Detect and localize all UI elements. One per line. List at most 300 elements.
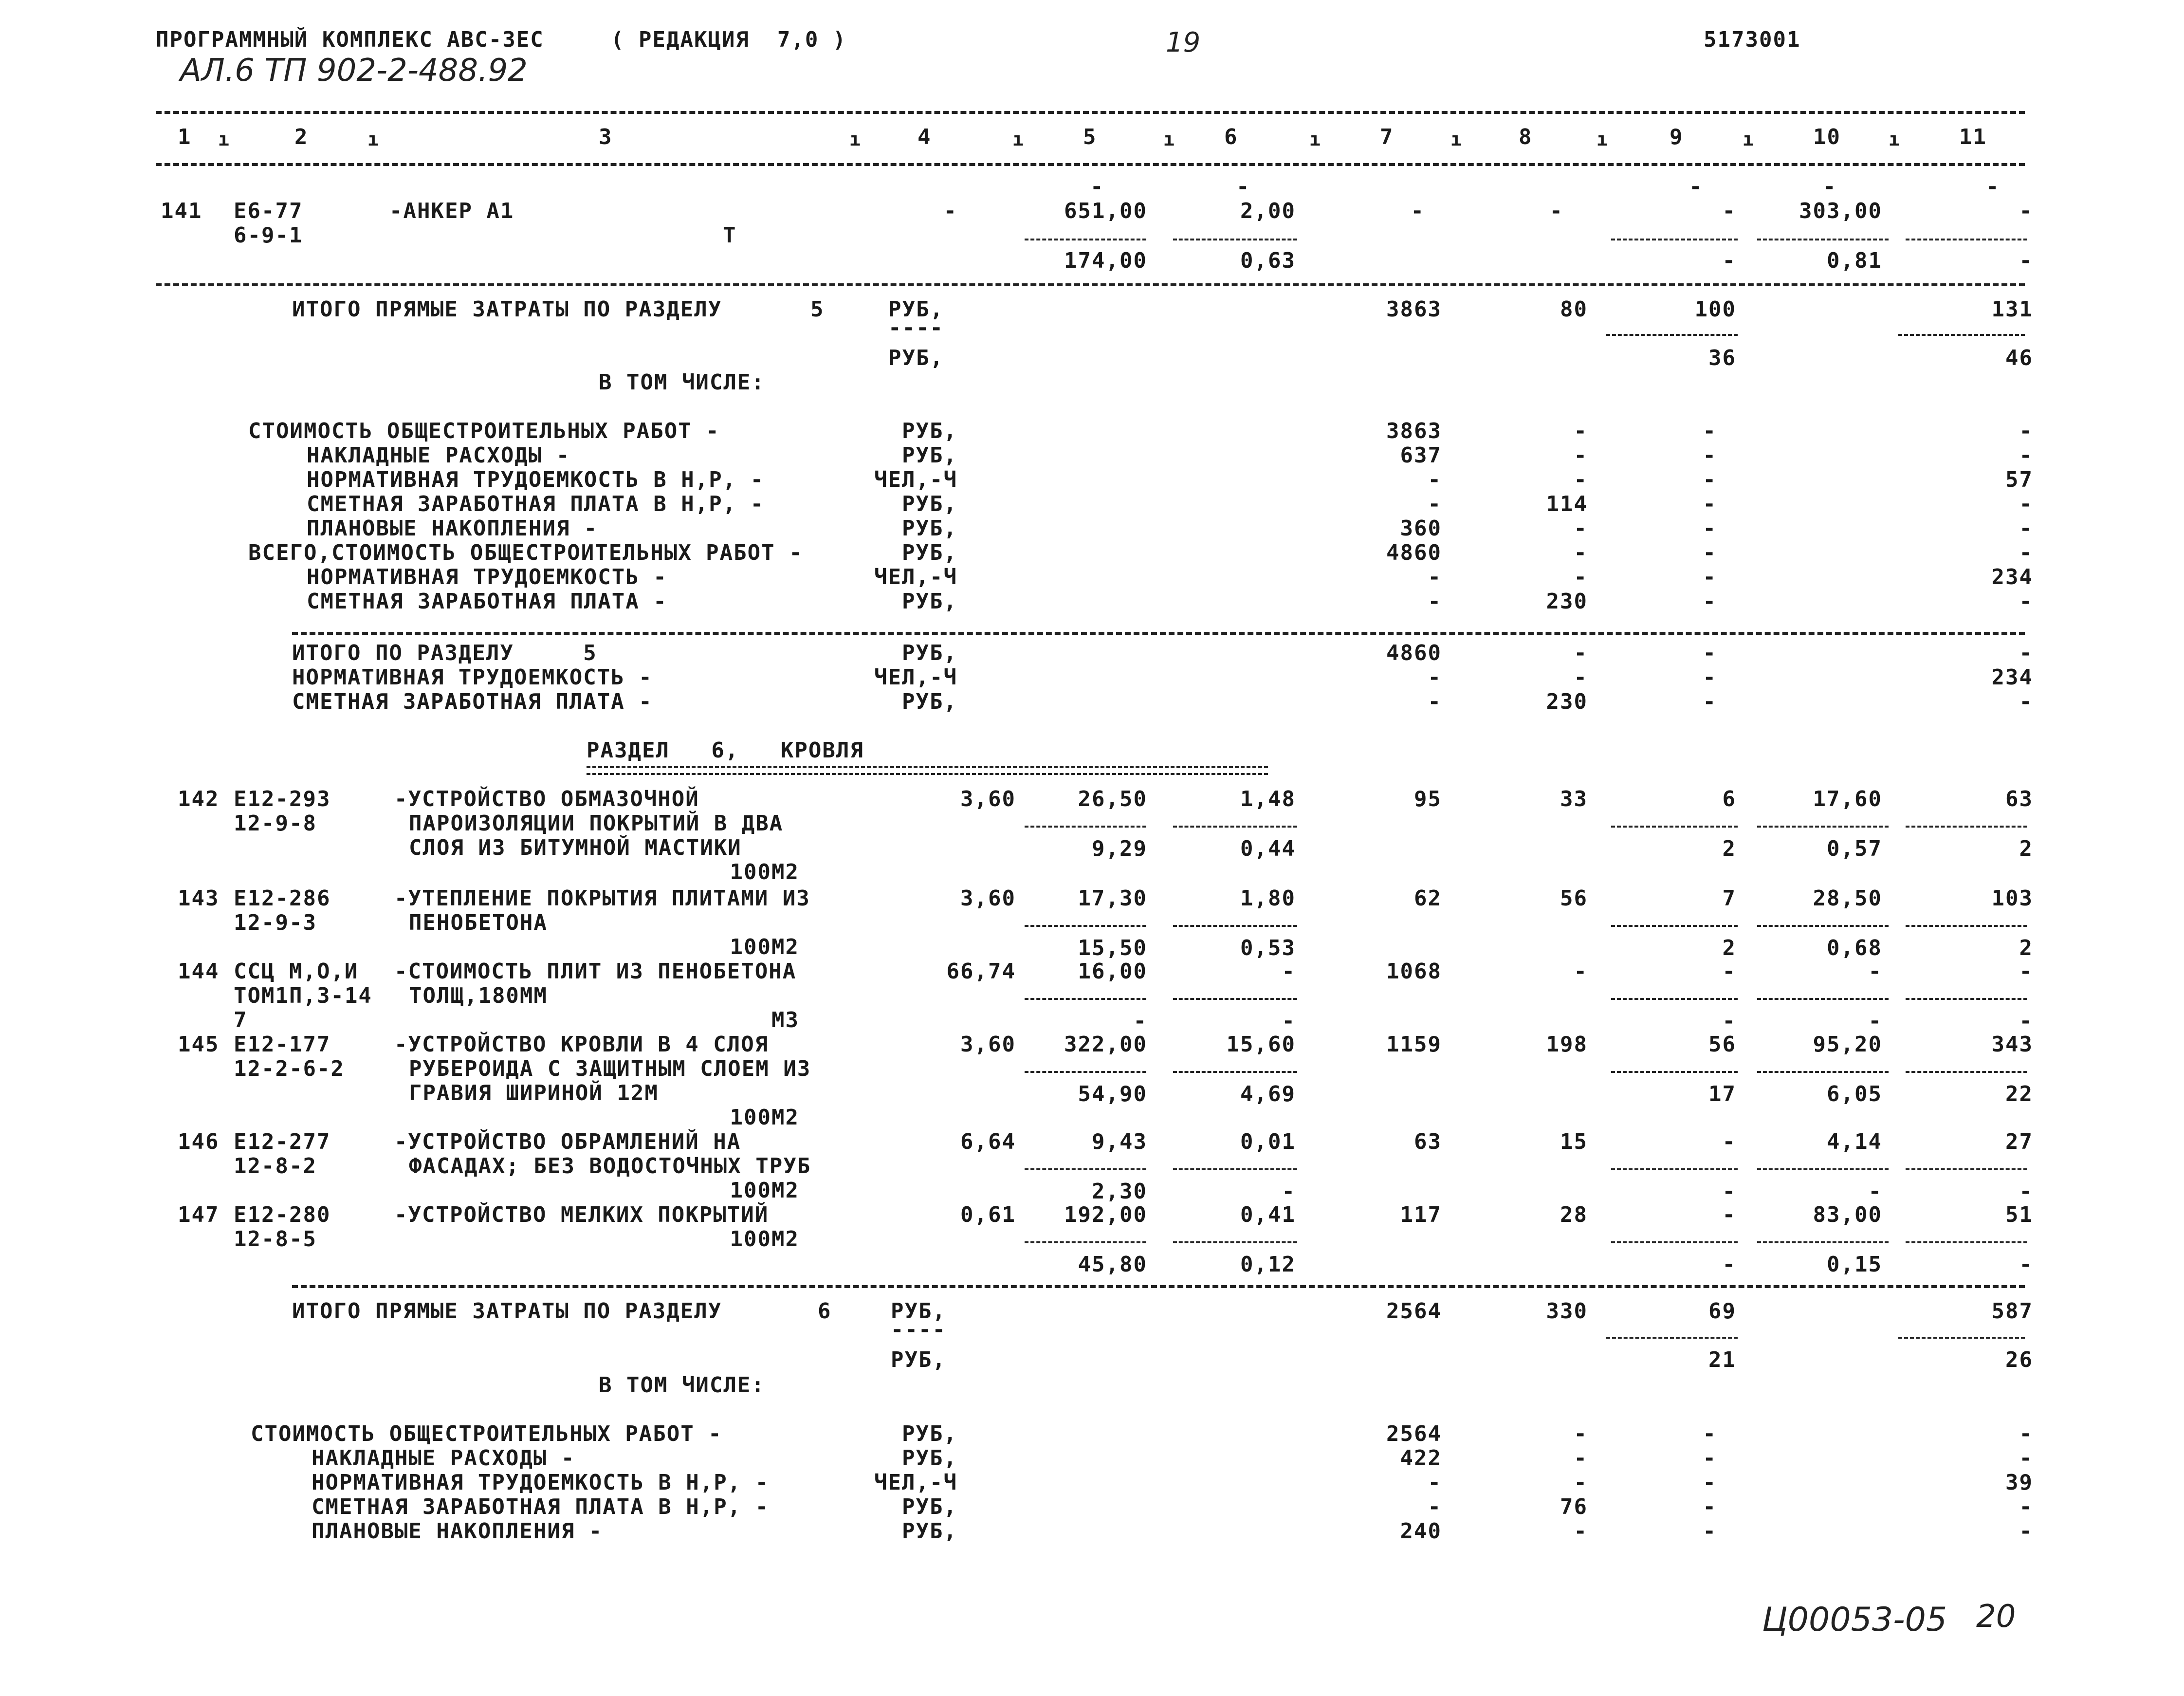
summary-c11: 234 [1991,565,2033,590]
item-code: Е12-177 [234,1032,331,1057]
item-code: ССЦ М,О,И [234,959,359,984]
item-141-c5b: 174,00 [1064,248,1147,273]
s6-c9a: 69 [1708,1299,1736,1324]
item-c6a: 15,60 [1226,1032,1296,1057]
summary-c11: - [2019,419,2033,443]
item-subrow-separator [1173,925,1297,927]
item-number: 147 [178,1202,220,1227]
summary-c9: - [1703,565,1717,590]
item-subrow-separator [1173,1168,1297,1170]
item-subrow-separator [1611,1071,1738,1073]
item-141-sep-c10 [1757,239,1889,240]
item-subrow-separator [1611,1241,1738,1243]
item-code-2: 12-9-3 [234,910,317,935]
item-code-3: 7 [234,1008,248,1032]
item-c9a: - [1722,959,1736,984]
summary-c9: - [1703,641,1717,665]
page-number: 19 [1166,27,1201,58]
item-c5a: 16,00 [1078,959,1147,984]
summary-unit: РУБ, [902,516,957,541]
s5-sep-c9 [1606,334,1738,336]
s5-final-rule [292,632,2025,635]
item-code: Е12-286 [234,886,331,911]
summary-unit: РУБ, [902,540,957,565]
summary-c11: - [2019,516,2033,541]
item-number: 142 [178,787,220,811]
item-c7: 1159 [1386,1032,1442,1057]
summary-label: ВСЕГО,СТОИМОСТЬ ОБЩЕСТРОИТЕЛЬНЫХ РАБОТ - [248,540,803,565]
item-c6b: 4,69 [1240,1082,1296,1106]
column-number-8: 8 [1519,125,1533,149]
item-141-code-2: 6-9-1 [234,223,303,248]
s5-c8: 80 [1560,297,1588,322]
item-subrow-separator [1173,998,1297,1000]
s6-direct-label: ИТОГО ПРЯМЫЕ ЗАТРАТЫ ПО РАЗДЕЛУ [292,1299,722,1324]
summary-c8: 230 [1546,689,1588,714]
summary-c8: - [1574,1446,1588,1471]
summary-c7: - [1428,467,1442,492]
s5-c11b: 46 [2005,346,2033,370]
item-c8: - [1574,959,1588,984]
item-141-c6a: 2,00 [1240,199,1296,223]
summary-c8: - [1574,641,1588,665]
summary-c7: 4860 [1386,540,1442,565]
summary-c8: 114 [1546,492,1588,516]
item-141-number: 141 [161,199,202,223]
item-subrow-separator [1906,1071,2027,1073]
s6-rub1: РУБ, [891,1299,946,1324]
item-subrow-separator [1025,998,1146,1000]
item-c5a: 9,43 [1092,1129,1147,1154]
item-qty: 6,64 [960,1129,1016,1154]
item-141-sep-c9 [1611,239,1738,240]
column-separator: ı [1889,129,1901,150]
item-subrow-separator [1757,925,1889,927]
summary-c9: - [1703,492,1717,516]
item-name-line: -УТЕПЛЕНИЕ ПОКРЫТИЯ ПЛИТАМИ ИЗ [394,886,810,911]
s5-incl-label: В ТОМ ЧИСЛЕ: [599,370,765,395]
summary-label: НОРМАТИВНАЯ ТРУДОЕМКОСТЬ В Н,Р, - [312,1470,770,1495]
s6-c11b: 26 [2005,1347,2033,1372]
item-c6b: - [1282,1009,1296,1033]
summary-c8: 76 [1560,1494,1588,1519]
item-code-2: 12-8-2 [234,1154,317,1179]
summary-c8: - [1574,467,1588,492]
column-number-6: 6 [1224,125,1238,149]
summary-c11: - [2019,540,2033,565]
column-number-10: 10 [1813,125,1841,149]
item-c6a: 1,80 [1240,886,1296,911]
summary-label: НОРМАТИВНАЯ ТРУДОЕМКОСТЬ В Н,Р, - [307,467,765,492]
item-qty: 3,60 [960,1032,1016,1057]
item-c6b: 0,53 [1240,936,1296,960]
summary-c9: - [1703,1519,1717,1544]
summary-unit: РУБ, [902,1494,957,1519]
summary-c11: - [2019,1421,2033,1446]
s5-direct-num: 5 [810,297,825,322]
item-141-dash-c11: - [1986,174,2000,199]
s5-rub1: РУБ, [888,297,944,322]
item-c5b: 45,80 [1078,1252,1147,1277]
item-subrow-separator [1906,1241,2027,1243]
item-141-c9b: - [1722,248,1736,273]
summary-label: СМЕТНАЯ ЗАРАБОТНАЯ ПЛАТА В Н,Р, - [312,1494,770,1519]
item-141-sep-c6 [1173,239,1297,240]
item-141-c6b: 0,63 [1240,248,1296,273]
summary-c11: - [2019,689,2033,714]
item-subrow-separator [1025,1168,1146,1170]
item-qty: 3,60 [960,886,1016,911]
item-subrow-separator [1906,1168,2027,1170]
summary-c7: 3863 [1386,419,1442,443]
s5-c9a: 100 [1694,297,1736,322]
item-c10b: - [1868,1009,1882,1033]
section-6-title: РАЗДЕЛ 6, КРОВЛЯ [587,738,864,763]
column-separator: ı [1309,129,1321,150]
summary-c8: - [1574,1519,1588,1544]
item-number: 143 [178,886,220,911]
item-c9a: - [1722,1202,1736,1227]
item-subrow-separator [1757,1168,1889,1170]
summary-c7: 422 [1400,1446,1442,1471]
summary-c8: - [1574,565,1588,590]
item-subrow-separator [1611,925,1738,927]
item-c11b: - [2019,1252,2033,1277]
column-number-1: 1 [178,125,192,149]
handwritten-reference: АЛ.6 ТП 902-2-488.92 [180,53,528,89]
column-separator: ı [849,129,862,150]
item-c8: 28 [1560,1202,1588,1227]
item-subrow-separator [1025,925,1146,927]
summary-c9: - [1703,1494,1717,1519]
column-number-2: 2 [294,125,309,149]
item-c9b: - [1722,1252,1736,1277]
summary-unit: РУБ, [902,1519,957,1544]
s5-rub-under: ---- [888,315,944,340]
summary-unit: РУБ, [902,589,957,614]
item-c8: 198 [1546,1032,1588,1057]
summary-c9: - [1703,419,1717,443]
item-qty: 66,74 [946,959,1016,984]
column-number-7: 7 [1380,125,1394,149]
item-subrow-separator [1611,1168,1738,1170]
summary-label: ИТОГО ПО РАЗДЕЛУ 5 [292,641,597,665]
item-141-c11a: - [2019,199,2033,223]
item-c11b: 2 [2019,936,2033,960]
item-name-line: -СТОИМОСТЬ ПЛИТ ИЗ ПЕНОБЕТОНА [394,959,797,984]
item-c9b: 2 [1722,836,1736,861]
item-name-line: СЛОЯ ИЗ БИТУМНОЙ МАСТИКИ [409,835,742,860]
item-c9b: 2 [1722,936,1736,960]
summary-unit: ЧЕЛ,-Ч [874,1470,957,1495]
item-name-line: -УСТРОЙСТВО КРОВЛИ В 4 СЛОЯ [394,1032,769,1057]
column-separator: ı [1012,129,1025,150]
item-c9b: - [1722,1179,1736,1204]
item-c10a: 95,20 [1813,1032,1882,1057]
item-subrow-separator [1173,826,1297,828]
item-c7: 117 [1400,1202,1442,1227]
summary-c8: - [1574,665,1588,690]
summary-c7: - [1428,589,1442,614]
item-c5b: 54,90 [1078,1082,1147,1106]
item-name-line: ПАРОИЗОЛЯЦИИ ПОКРЫТИЙ В ДВА [409,811,784,836]
summary-c9: - [1703,1446,1717,1471]
s6-end-rule [292,1285,2025,1288]
summary-label: НАКЛАДНЫЕ РАСХОДЫ - [307,443,570,468]
item-141-dash-c5: - [1090,174,1104,199]
item-141-end-rule [156,283,2025,286]
item-subrow-separator [1906,826,2027,828]
summary-c11: 39 [2005,1470,2033,1495]
summary-c11: - [2019,443,2033,468]
item-unit: 100М2 [730,1227,799,1252]
summary-unit: РУБ, [902,1446,957,1471]
item-c5b: 2,30 [1092,1179,1147,1204]
item-name-line: -УСТРОЙСТВО МЕЛКИХ ПОКРЫТИЙ [394,1202,769,1227]
item-c7: 63 [1414,1129,1442,1154]
item-c7: 95 [1414,787,1442,811]
item-unit: 100М2 [730,1178,799,1203]
summary-c11: - [2019,1494,2033,1519]
item-141-dash-c9: - [1689,174,1703,199]
item-c10b: 0,15 [1827,1252,1882,1277]
summary-c9: - [1703,443,1717,468]
summary-unit: РУБ, [902,1421,957,1446]
item-qty: 3,60 [960,787,1016,811]
item-c9b: - [1722,1009,1736,1033]
item-subrow-separator [1757,1241,1889,1243]
item-subrow-separator [1025,1071,1146,1073]
summary-c11: - [2019,589,2033,614]
summary-c8: - [1574,540,1588,565]
item-code-2: 12-8-5 [234,1227,317,1252]
item-c6a: 0,41 [1240,1202,1296,1227]
item-141-dash-c6: - [1236,174,1250,199]
item-subrow-separator [1757,826,1889,828]
item-number: 145 [178,1032,220,1057]
summary-unit: ЧЕЛ,-Ч [874,665,957,690]
item-name-line: ТОЛЩ,180ММ [409,983,548,1008]
item-c9a: 7 [1722,886,1736,911]
item-c9a: 56 [1708,1032,1736,1057]
item-c11a: 51 [2005,1202,2033,1227]
item-c6b: - [1282,1179,1296,1204]
item-c8: 33 [1560,787,1588,811]
summary-c9: - [1703,665,1717,690]
item-c8: 56 [1560,886,1588,911]
s6-incl-label: В ТОМ ЧИСЛЕ: [599,1373,765,1398]
summary-label: ПЛАНОВЫЕ НАКОПЛЕНИЯ - [312,1519,603,1544]
s6-c7: 2564 [1386,1299,1442,1324]
s6-rub2: РУБ, [891,1347,946,1372]
summary-unit: РУБ, [902,419,957,443]
summary-c7: 240 [1400,1519,1442,1544]
item-subrow-separator [1906,925,2027,927]
item-code-2: ТОМ1П,3-14 [234,983,372,1008]
item-141-sep-c5 [1025,239,1146,240]
item-c5a: 26,50 [1078,787,1147,811]
item-c10a: 83,00 [1813,1202,1882,1227]
footer-handwritten-sheet: 20 [1976,1599,2016,1635]
item-c5b: 15,50 [1078,936,1147,960]
summary-c8: - [1574,1421,1588,1446]
item-c7: 62 [1414,886,1442,911]
item-c11a: 27 [2005,1129,2033,1154]
summary-c8: - [1574,516,1588,541]
item-c10b: 0,57 [1827,836,1882,861]
item-141-dash-c10: - [1823,174,1837,199]
item-c6a: 0,01 [1240,1129,1296,1154]
summary-c8: - [1574,419,1588,443]
item-c10b: 0,68 [1827,936,1882,960]
column-number-4: 4 [918,125,932,149]
summary-c11: - [2019,492,2033,516]
section-6-title-underline [587,766,1268,775]
item-c11b: 22 [2005,1082,2033,1106]
summary-unit: РУБ, [902,443,957,468]
summary-c11: - [2019,641,2033,665]
summary-label: СМЕТНАЯ ЗАРАБОТНАЯ ПЛАТА В Н,Р, - [307,492,765,516]
s5-direct-label: ИТОГО ПРЯМЫЕ ЗАТРАТЫ ПО РАЗДЕЛУ [292,297,722,322]
item-subrow-separator [1173,1071,1297,1073]
item-c11a: 103 [1991,886,2033,911]
item-c11b: - [2019,1179,2033,1204]
item-subrow-separator [1173,1241,1297,1243]
item-c5a: 17,30 [1078,886,1147,911]
summary-c9: - [1703,516,1717,541]
header-rule-top [156,111,2025,114]
summary-c11: 234 [1991,665,2033,690]
summary-c8: 230 [1546,589,1588,614]
item-code: Е12-280 [234,1202,331,1227]
item-c10b: 6,05 [1827,1082,1882,1106]
item-c10a: 28,50 [1813,886,1882,911]
item-name-line: -УСТРОЙСТВО ОБМАЗОЧНОЙ [394,787,699,811]
summary-unit: РУБ, [902,641,957,665]
summary-c9: - [1703,1470,1717,1495]
summary-unit: ЧЕЛ,-Ч [874,565,957,590]
item-name-line: РУБЕРОИДА С ЗАЩИТНЫМ СЛОЕМ ИЗ [409,1056,811,1081]
item-name-line: -УСТРОЙСТВО ОБРАМЛЕНИЙ НА [394,1129,741,1154]
summary-label: СТОИМОСТЬ ОБЩЕСТРОИТЕЛЬНЫХ РАБОТ - [251,1421,722,1446]
s5-rub2: РУБ, [888,346,944,370]
s6-c11a: 587 [1991,1299,2033,1324]
s6-c9b: 21 [1708,1347,1736,1372]
summary-c7: 637 [1400,443,1442,468]
summary-c9: - [1703,540,1717,565]
item-subrow-separator [1757,998,1889,1000]
s6-sep-c9 [1606,1337,1738,1339]
column-separator: ı [1597,129,1609,150]
item-code: Е12-277 [234,1129,331,1154]
item-141-name: -АНКЕР А1 [389,199,514,223]
footer-handwritten-code: Ц00053-05 [1762,1601,1947,1639]
item-141-c11b: - [2019,248,2033,273]
summary-c11: - [2019,1519,2033,1544]
column-separator: ı [1743,129,1755,150]
summary-c7: - [1428,689,1442,714]
item-141-c10a: 303,00 [1799,199,1882,223]
item-code-2: 12-9-8 [234,811,317,836]
s5-c7: 3863 [1386,297,1442,322]
summary-c8: - [1574,1470,1588,1495]
item-c11a: 343 [1991,1032,2033,1057]
item-subrow-separator [1906,998,2027,1000]
item-subrow-separator [1611,998,1738,1000]
column-separator: ı [1450,129,1463,150]
item-c9a: - [1722,1129,1736,1154]
item-c6a: - [1282,959,1296,984]
item-qty: 0,61 [960,1202,1016,1227]
item-141-sep-c11 [1906,239,2027,240]
column-separator: ı [218,129,230,150]
item-141-c10b: 0,81 [1827,248,1882,273]
item-c5a: 192,00 [1064,1202,1147,1227]
item-141-unit: Т [723,223,737,248]
header-rule-bottom [156,163,2025,166]
item-name-line: ФАСАДАХ; БЕЗ ВОДОСТОЧНЫХ ТРУБ [409,1154,811,1179]
summary-c8: - [1574,443,1588,468]
column-number-5: 5 [1083,125,1097,149]
s6-rub-under: ---- [891,1317,946,1342]
item-c10a: - [1868,959,1882,984]
summary-c11: - [2019,1446,2033,1471]
item-c6b: 0,12 [1240,1252,1296,1277]
item-141-c5a: 651,00 [1064,199,1147,223]
item-name-line: ГРАВИЯ ШИРИНОЙ 12М [409,1081,659,1106]
item-c10b: - [1868,1179,1882,1204]
item-141-qty: - [943,199,957,223]
item-141-c7: - [1411,199,1425,223]
summary-label: СМЕТНАЯ ЗАРАБОТНАЯ ПЛАТА - [292,689,653,714]
summary-c9: - [1703,689,1717,714]
summary-unit: РУБ, [902,689,957,714]
column-separator: ı [367,129,380,150]
summary-c9: - [1703,467,1717,492]
item-number: 146 [178,1129,220,1154]
column-separator: ı [1163,129,1175,150]
summary-c7: 2564 [1386,1421,1442,1446]
program-title: ПРОГРАММНЫЙ КОМПЛЕКС АВС-ЗЕС [156,27,544,52]
item-subrow-separator [1025,1241,1146,1243]
item-c9b: 17 [1708,1082,1736,1106]
summary-label: НОРМАТИВНАЯ ТРУДОЕМКОСТЬ - [307,565,667,590]
summary-c7: - [1428,665,1442,690]
item-subrow-separator [1611,826,1738,828]
summary-label: НОРМАТИВНАЯ ТРУДОЕМКОСТЬ - [292,665,653,690]
item-code-2: 12-2-6-2 [234,1056,345,1081]
summary-label: ПЛАНОВЫЕ НАКОПЛЕНИЯ - [307,516,598,541]
s5-c11a: 131 [1991,297,2033,322]
item-unit: 100М2 [730,1105,799,1130]
item-code: Е12-293 [234,787,331,811]
s5-c9b: 36 [1708,346,1736,370]
summary-label: НАКЛАДНЫЕ РАСХОДЫ - [312,1446,575,1471]
summary-c7: 4860 [1386,641,1442,665]
item-141-code: Е6-77 [234,199,303,223]
edition-label: ( РЕДАКЦИЯ 7,0 ) [611,27,847,52]
item-c9a: 6 [1722,787,1736,811]
item-c5b: 9,29 [1092,836,1147,861]
summary-unit: РУБ, [902,492,957,516]
item-c8: 15 [1560,1129,1588,1154]
item-c7: 1068 [1386,959,1442,984]
item-unit: 100М2 [730,860,799,885]
summary-c9: - [1703,589,1717,614]
summary-c9: - [1703,1421,1717,1446]
column-number-3: 3 [599,125,613,149]
summary-c7: - [1428,565,1442,590]
